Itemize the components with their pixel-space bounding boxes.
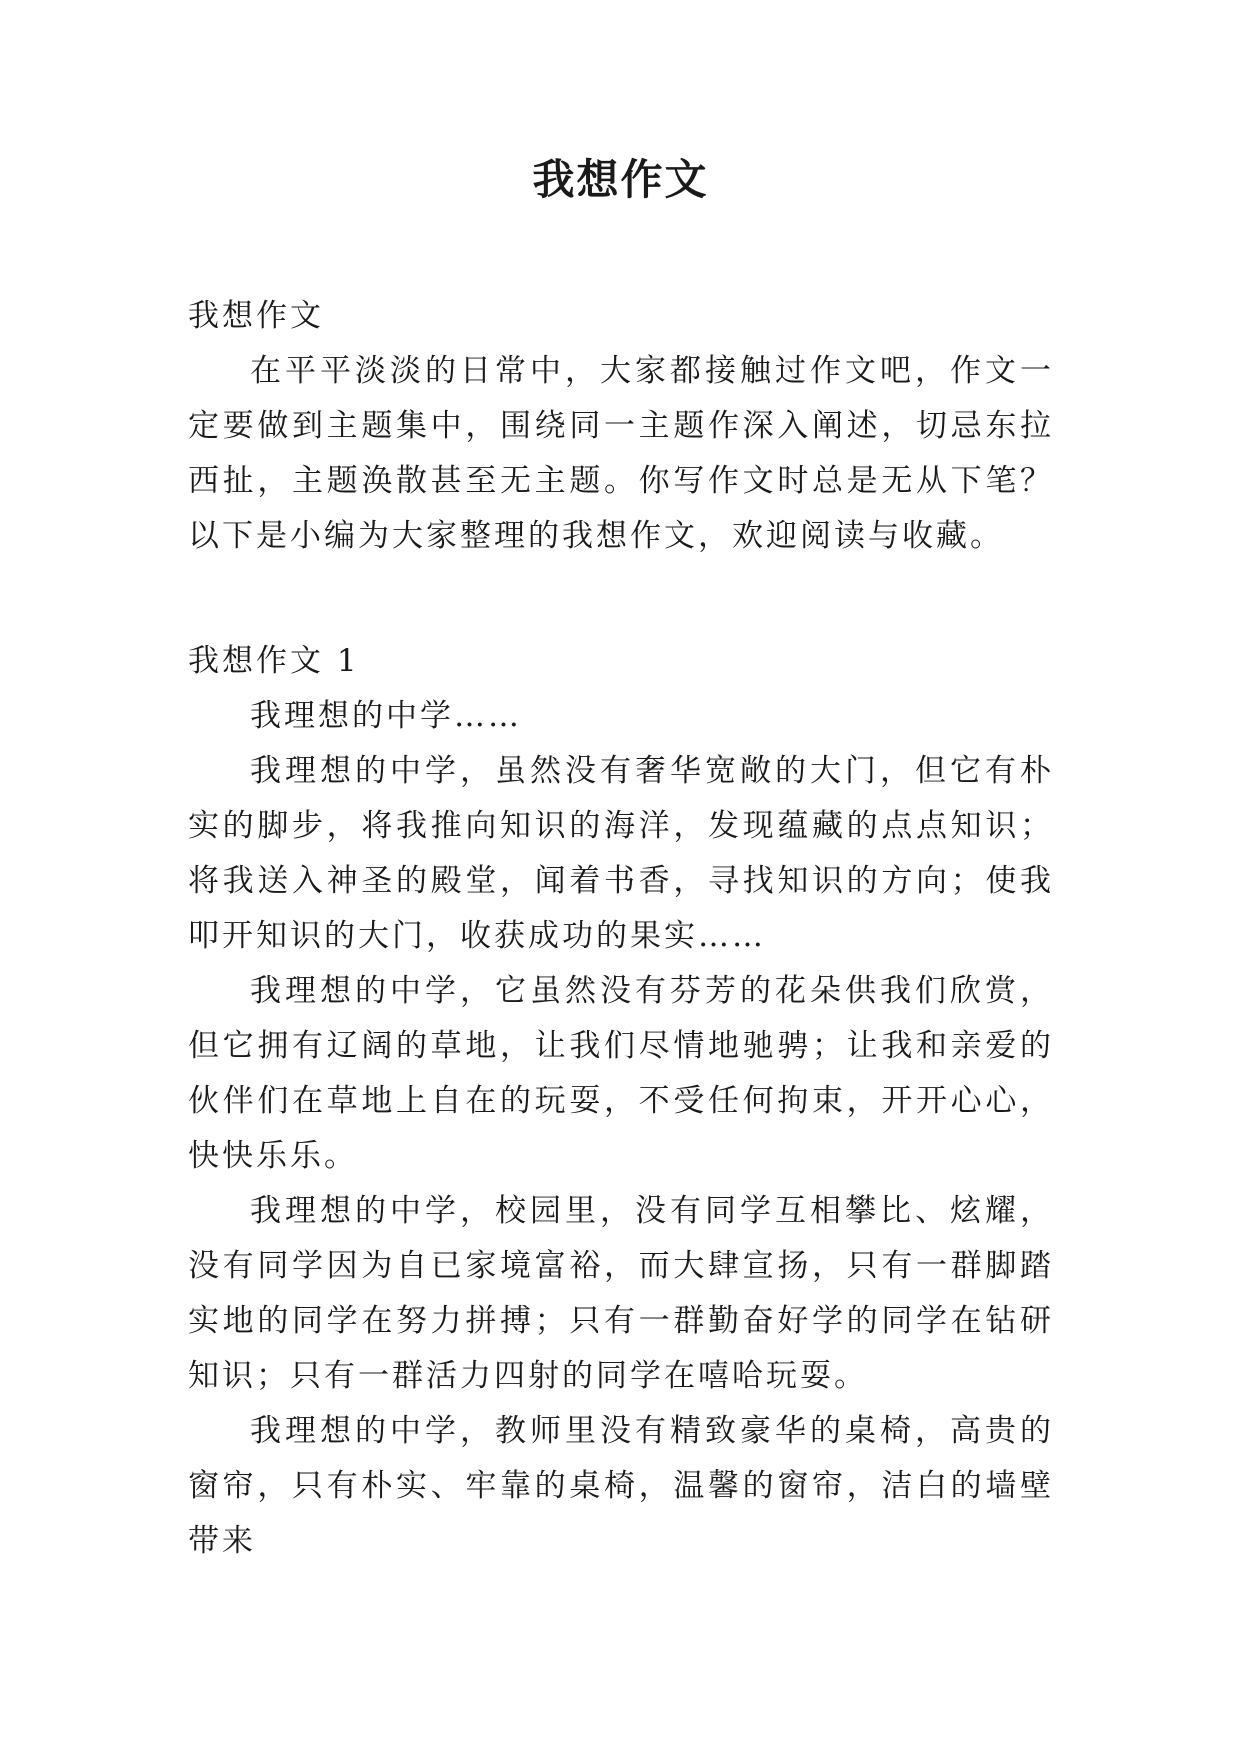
section-label: 我想作文 1 xyxy=(188,643,360,679)
paragraph: 我理想的中学，虽然没有奢华宽敞的大门，但它有朴实的脚步，将我推向知识的海洋，发现蕴藏的点点知识；将我送入神圣的殿堂，闻着书香，寻找知识的方向；使我叩开知识的大门，收获成功的果实…… xyxy=(188,753,1054,954)
paragraph: 我理想的中学，它虽然没有芬芳的花朵供我们欣赏，但它拥有辽阔的草地，让我们尽情地驰骋；让我和亲爱的伙伴们在草地上自在的玩耍，不受任何拘束，开开心心，快快乐乐。 xyxy=(188,973,1054,1174)
document-body xyxy=(188,289,1054,1569)
intro-paragraph: 在平平淡淡的日常中，大家都接触过作文吧，作文一定要做到主题集中，围绕同一主题作深入阐述，切忌东拉西扯，主题涣散甚至无主题。你写作文时总是无从下笔？以下是小编为大家整理的我想作文，欢迎阅读与收藏。 xyxy=(188,353,1054,554)
page-title: 我想作文 xyxy=(532,155,709,204)
paragraph: 我理想的中学，校园里，没有同学互相攀比、炫耀，没有同学因为自已家境富裕，而大肆宣扬，只有一群脚踏实地的同学在努力拼搏；只有一群勤奋好学的同学在钻研知识；只有一群活力四射的同学在嘻哈玩耍。 xyxy=(188,1193,1054,1394)
intro-label: 我想作文 xyxy=(188,298,324,334)
paragraph: 我理想的中学…… xyxy=(250,698,522,734)
paragraph: 我理想的中学，教师里没有精致豪华的桌椅，高贵的窗帘，只有朴实、牢靠的桌椅，温馨的窗帘，洁白的墙壁带来 xyxy=(188,1413,1054,1559)
